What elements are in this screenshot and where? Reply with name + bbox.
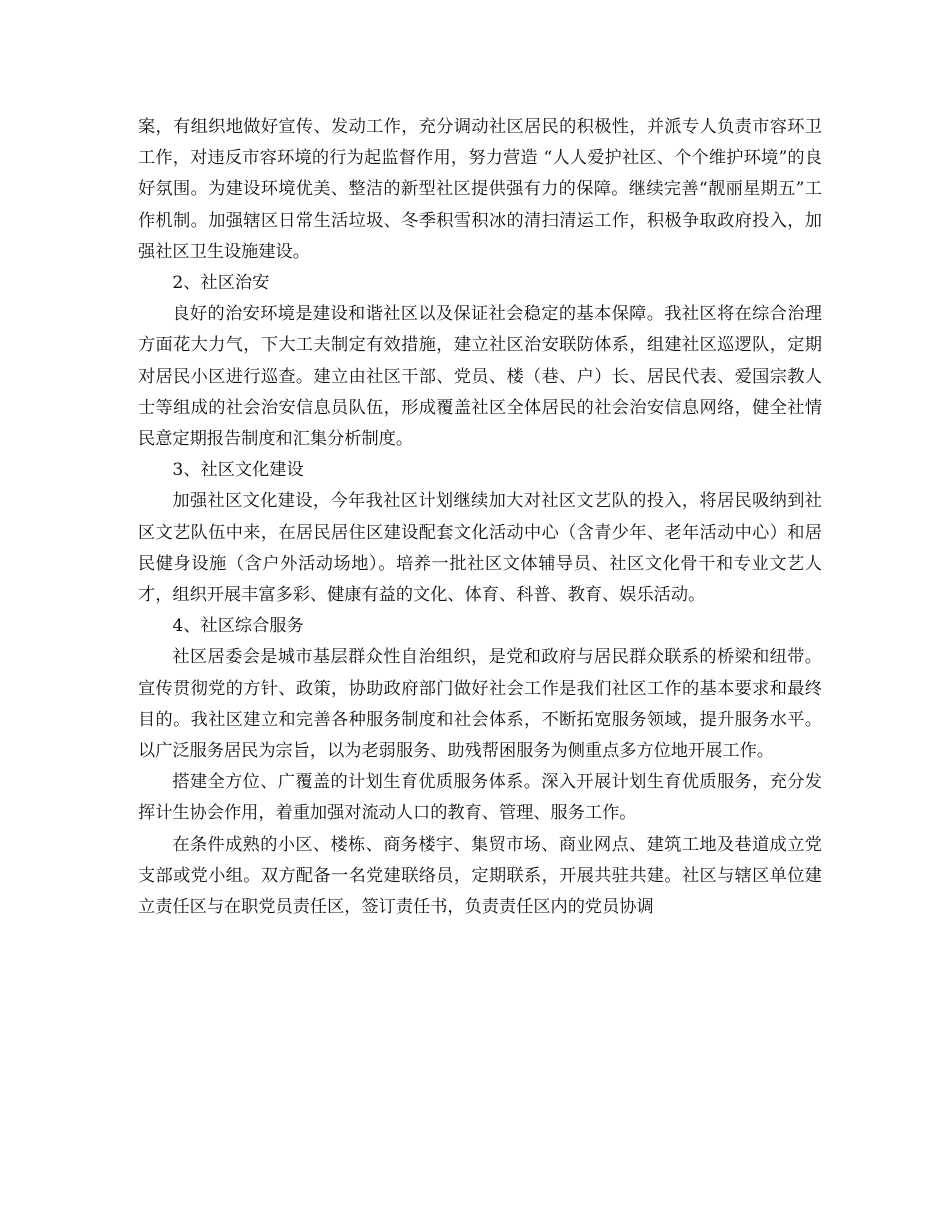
section-heading-public-security: 2、社区治安	[172, 273, 270, 294]
section-heading-comprehensive-services: 4、社区综合服务	[172, 616, 304, 637]
paragraph-culture: 加强社区文化建设，今年我社区计划继续加大对社区文艺队的投入，将居民吸纳到社区文艺队伍中来，在居民居住区建设配套文化活动中心（含青少年、老年活动中心）和居民健身设施（含户外活动场地）。培养一批社区文体辅导员、社区文化骨干和专业文艺人才，组织开展丰富多彩、健康有益的文化、体育、科普、教育、娱乐活动。	[138, 491, 822, 606]
paragraph-comprehensive-services: 社区居委会是城市基层群众性自治组织，是党和政府与居民群众联系的桥梁和纽带。宣传贯彻党的方针、政策，协助政府部门做好社会工作是我们社区工作的基本要求和最终目的。我社区建立和完善各种服务制度和社会体系，不断拓宽服务领域，提升服务水平。以广泛服务居民为宗旨，以为老弱服务、助残帮困服务为侧重点多方位地开展工作。	[138, 647, 822, 762]
paragraph-sanitation-continued: 案，有组织地做好宣传、发动工作，充分调动社区居民的积极性，并派专人负责市容环卫工作，对违反市容环境的行为起监督作用，努力营造 “人人爱护社区、个个维护环境”的良好氛围。为建设环境优美、整洁的新型社区提供强有力的保障。继续完善“靓丽星期五”工作机制。加强辖区日常生活垃圾、冬季积雪积冰的清扫清运工作，积极争取政府投入，加强社区卫生设施建设。	[138, 117, 822, 262]
document-page	[138, 112, 822, 923]
paragraph-party-building: 在条件成熟的小区、楼栋、商务楼宇、集贸市场、商业网点、建筑工地及巷道成立党支部或党小组。双方配备一名党建联络员，定期联系，开展共驻共建。社区与辖区单位建立责任区与在职党员责任区，签订责任书，负责责任区内的党员协调	[138, 834, 822, 918]
paragraph-public-security: 良好的治安环境是建设和谐社区以及保证社会稳定的基本保障。我社区将在综合治理方面花大力气，下大工夫制定有效措施，建立社区治安联防体系，组建社区巡逻队，定期对居民小区进行巡查。建立由社区干部、党员、楼（巷、户）长、居民代表、爱国宗教人士等组成的社会治安信息员队伍，形成覆盖社区全体居民的社会治安信息网络，健全社情民意定期报告制度和汇集分析制度。	[138, 304, 822, 450]
paragraph-family-planning: 搭建全方位、广覆盖的计划生育优质服务体系。深入开展计划生育优质服务，充分发挥计生协会作用，着重加强对流动人口的教育、管理、服务工作。	[138, 772, 822, 824]
section-heading-culture: 3、社区文化建设	[172, 460, 304, 481]
